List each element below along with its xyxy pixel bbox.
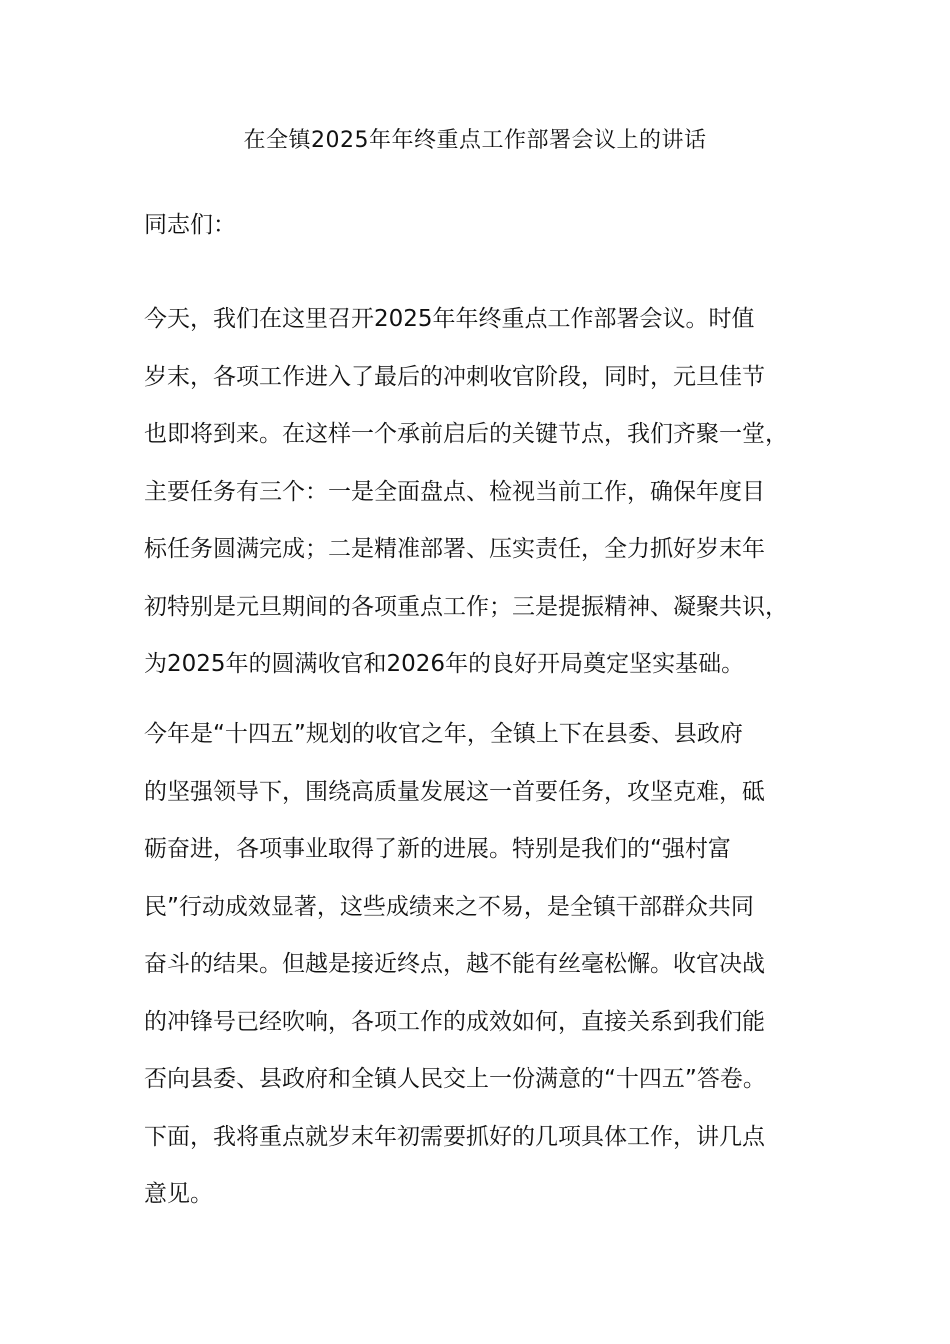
paragraph-line: 今天，我们在这里召开2025年年终重点工作部署会议。时值 [144,306,755,332]
paragraph-line: 奋斗的结果。但越是接近终点，越不能有丝毫松懈。收官决战 [144,951,765,977]
paragraph-line: 今年是“十四五”规划的收官之年，全镇上下在县委、县政府 [144,721,743,747]
paragraph-2 [144,717,804,1235]
paragraph-line: 初特别是元旦期间的各项重点工作；三是提振精神、凝聚共识， [144,593,788,620]
paragraph-line: 的坚强领导下，围绕高质量发展这一首要任务，攻坚克难，砥 [144,778,765,805]
paragraph-line: 下面，我将重点就岁末年初需要抓好的几项具体工作，讲几点 [144,1123,765,1150]
paragraph-line: 砺奋进，各项事业取得了新的进展。特别是我们的“强村富 [144,836,731,862]
paragraph-line: 民”行动成效显著，这些成绩来之不易，是全镇干部群众共同 [144,893,754,920]
paragraph-line: 为2025年的圆满收官和2026年的良好开局奠定坚实基础。 [144,651,745,677]
paragraph-line: 也即将到来。在这样一个承前启后的关键节点，我们齐聚一堂， [144,421,788,447]
paragraph-line: 否向县委、县政府和全镇人民交上一份满意的“十四五”答卷。 [144,1066,766,1092]
paragraph-line: 岁末，各项工作进入了最后的冲刺收官阶段，同时，元旦佳节 [144,363,765,390]
salutation: 同志们： [144,212,236,238]
paragraph-line: 意见。 [144,1181,213,1207]
paragraph-line: 主要任务有三个：一是全面盘点、检视当前工作，确保年度目 [144,478,765,505]
paragraph-line: 标任务圆满完成；二是精准部署、压实责任，全力抓好岁末年 [144,536,765,562]
document-title: 在全镇2025年年终重点工作部署会议上的讲话 [243,128,707,153]
paragraph-line: 的冲锋号已经吹响，各项工作的成效如何，直接关系到我们能 [144,1008,765,1035]
paragraph-1 [144,302,804,705]
